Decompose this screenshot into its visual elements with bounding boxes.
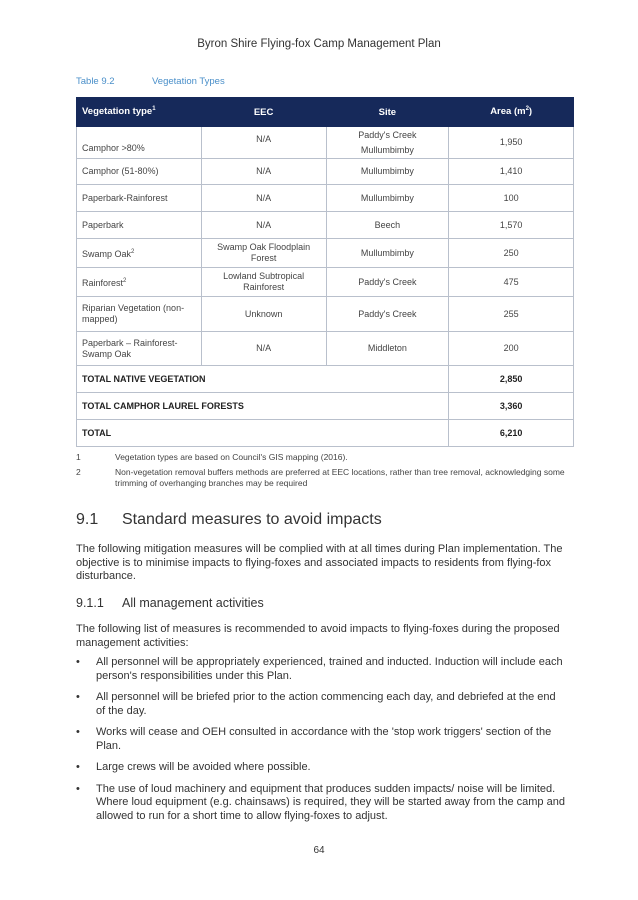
total-row	[77, 393, 574, 420]
table-title: Vegetation Types	[152, 76, 225, 87]
total-label: TOTAL	[77, 420, 449, 447]
list-item: • Works will cease and OEH consulted in accordance with the 'stop work triggers' section of the Plan.	[76, 726, 552, 752]
section-title: Standard measures to avoid impacts	[122, 511, 382, 528]
list-item: • The use of loud machinery and equipment that produces sudden impacts/ noise will be limited. Where loud equipment (e.g. chainsaws) is required, they will be started away from the camp and allowed to run for a short time to allow flying-foxes to adjust.	[76, 782, 565, 822]
bullet-icon: •	[76, 782, 80, 795]
footnote-text: Non-vegetation removal buffers methods are preferred at EEC locations, rather than tree removal, acknowledging some trimming of overhanging branches may be required	[115, 467, 565, 488]
cell-eec: N/A	[201, 127, 326, 159]
cell-site: Paddy's Creek Mullumbimby	[326, 127, 449, 159]
header-vegetation-type: Vegetation type$^1$	[77, 98, 202, 127]
subsection-paragraph: The following list of measures is recommended to avoid impacts to flying-foxes during the proposed management activities:	[76, 623, 560, 649]
cell-type: Rainforest$^2$	[77, 268, 202, 297]
header-area: Area $(m^2)$	[449, 98, 574, 127]
cell-site: Middleton	[326, 332, 449, 366]
cell-type: Camphor (51-80%)	[77, 159, 202, 185]
total-value: 6,210	[449, 420, 574, 447]
table-row	[77, 185, 574, 212]
cell-eec: N/A	[201, 159, 326, 185]
cell-eec: N/A	[201, 332, 326, 366]
cell-area: 1,570	[449, 212, 574, 239]
table-footnotes	[76, 452, 576, 493]
total-label: TOTAL NATIVE VEGETATION	[77, 366, 449, 393]
cell-area: 200	[449, 332, 574, 366]
cell-site: Paddy's Creek	[326, 297, 449, 332]
cell-type: Paperbark-Rainforest	[77, 185, 202, 212]
cell-type: Swamp Oak$^2$	[77, 239, 202, 268]
table-caption	[76, 76, 225, 87]
cell-site: Mullumbimby	[326, 239, 449, 268]
cell-type: Paperbark – Rainforest-Swamp Oak	[77, 332, 202, 366]
cell-eec: N/A	[201, 212, 326, 239]
table-row	[77, 297, 574, 332]
subsection-number: 9.1.1	[76, 596, 104, 610]
cell-area: 1,410	[449, 159, 574, 185]
list-item: • Large crews will be avoided where possible.	[76, 761, 311, 773]
footnote	[76, 467, 576, 489]
list-item: • All personnel will be appropriately experienced, trained and inducted. Induction will include each person's responsibilities under this Plan.	[76, 656, 563, 682]
table-row	[77, 212, 574, 239]
total-row	[77, 420, 574, 447]
bullet-icon: •	[76, 691, 80, 703]
cell-area: 100	[449, 185, 574, 212]
table-row	[77, 332, 574, 366]
total-value: 3,360	[449, 393, 574, 420]
footnote-text: Vegetation types are based on Council's GIS mapping (2016).	[115, 452, 348, 462]
cell-eec: Swamp Oak Floodplain Forest	[201, 239, 326, 268]
subsection-heading	[76, 596, 264, 610]
cell-site: Paddy's Creek	[326, 268, 449, 297]
list-item: • All personnel will be briefed prior to the action commencing each day, and debriefed at the end of the day.	[76, 691, 556, 717]
total-label: TOTAL CAMPHOR LAUREL FORESTS	[77, 393, 449, 420]
cell-area: 475	[449, 268, 574, 297]
cell-site: Mullumbimby	[326, 159, 449, 185]
total-row	[77, 366, 574, 393]
total-value: 2,850	[449, 366, 574, 393]
table-row	[77, 159, 574, 185]
cell-type: Riparian Vegetation (non-mapped)	[77, 297, 202, 332]
vegetation-types-table	[76, 97, 574, 447]
cell-site: Mullumbimby	[326, 185, 449, 212]
cell-eec: Unknown	[201, 297, 326, 332]
subsection-title: All management activities	[122, 596, 264, 610]
footnote	[76, 452, 576, 463]
bullet-icon: •	[76, 761, 80, 773]
page-number: 64	[313, 845, 325, 856]
cell-eec: N/A	[201, 185, 326, 212]
cell-area: 250	[449, 239, 574, 268]
table-row	[77, 127, 574, 159]
header-site: Site	[326, 98, 449, 127]
table-number: Table 9.2	[76, 76, 115, 87]
table-header-row	[77, 98, 574, 127]
cell-type: Camphor >80%	[77, 127, 202, 159]
page-header: Byron Shire Flying-fox Camp Management Plan	[197, 38, 441, 50]
cell-site: Beech	[326, 212, 449, 239]
cell-eec: Lowland Subtropical Rainforest	[201, 268, 326, 297]
footnote-number: 2	[76, 467, 81, 477]
measures-list	[76, 656, 566, 831]
bullet-icon: •	[76, 726, 80, 738]
footnote-number: 1	[76, 452, 81, 462]
cell-area: 255	[449, 297, 574, 332]
header-eec: EEC	[201, 98, 326, 127]
cell-area: 1,950	[449, 127, 574, 159]
bullet-icon: •	[76, 656, 80, 668]
section-heading	[76, 511, 382, 529]
section-number: 9.1	[76, 511, 99, 528]
section-paragraph: The following mitigation measures will be complied with at all times during Plan implementation. The objective is to minimise impacts to flying-foxes and associated impacts to residents from flying-fox disturbance.	[76, 543, 563, 582]
cell-type: Paperbark	[77, 212, 202, 239]
table-row	[77, 268, 574, 297]
table-row	[77, 239, 574, 268]
